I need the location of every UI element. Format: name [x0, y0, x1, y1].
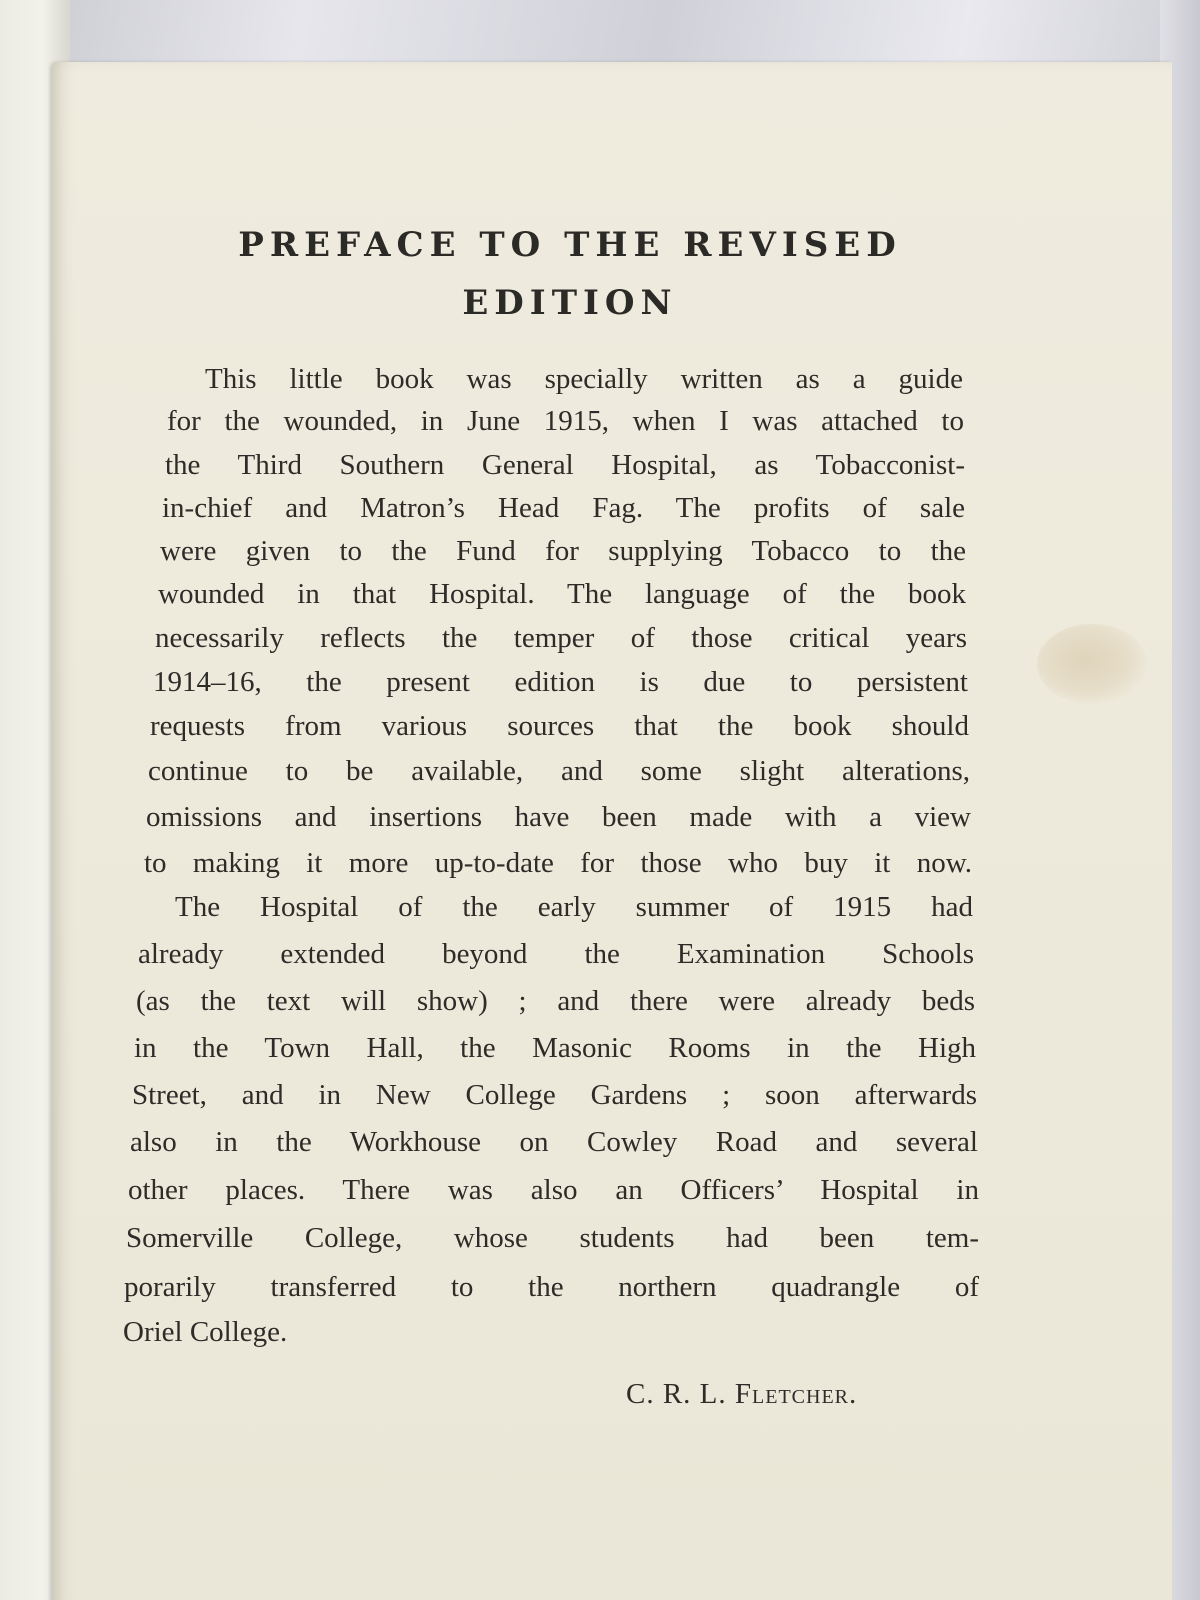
paragraph-1-line: for the wounded, in June 1915, when I was attached to	[167, 405, 964, 437]
page-title-line-1: PREFACE TO THE REVISED	[238, 225, 902, 265]
paragraph-2-line: already extended beyond the Examination Schools	[138, 938, 974, 970]
page-title-line-2: EDITION	[462, 283, 678, 323]
paragraph-1-line: in-chief and Matron’s Head Fag. The profits of sale	[162, 492, 965, 524]
paragraph-2-line: Street, and in New College Gardens ; soon afterwards	[132, 1079, 977, 1111]
paragraph-2-line: Somerville College, whose students had been tem-	[126, 1222, 979, 1254]
page-stain	[1037, 624, 1147, 704]
paragraph-1-line: continue to be available, and some slight alterations,	[148, 755, 970, 787]
paragraph-1-line: the Third Southern General Hospital, as Tobacconist-	[165, 449, 965, 481]
paragraph-2-line: porarily transferred to the northern quadrangle of	[124, 1271, 979, 1303]
paragraph-1-line: necessarily reflects the temper of those critical years	[155, 622, 967, 654]
paragraph-1-line: to making it more up-to-date for those who buy it now.	[144, 847, 972, 879]
paragraph-2-line: Oriel College.	[123, 1316, 288, 1348]
paragraph-1-line: wounded in that Hospital. The language of the book	[158, 578, 966, 610]
paragraph-2-line: also in the Workhouse on Cowley Road and several	[130, 1126, 978, 1158]
paragraph-2-line: in the Town Hall, the Masonic Rooms in the High	[134, 1032, 976, 1064]
paragraph-1-line: requests from various sources that the book should	[150, 710, 969, 742]
paragraph-2-line: other places. There was also an Officers’ Hospital in	[128, 1174, 979, 1206]
paragraph-2-line: (as the text will show) ; and there were already beds	[136, 985, 975, 1017]
paragraph-1-line: 1914–16, the present edition is due to persistent	[153, 666, 968, 698]
paragraph-1-line: This little book was specially written as a guide	[205, 363, 963, 395]
author-signature: C. R. L. Fletcher.	[626, 1378, 858, 1410]
paragraph-1-line: omissions and insertions have been made with a view	[146, 801, 971, 833]
paragraph-2-line: The Hospital of the early summer of 1915 had	[175, 891, 973, 923]
paragraph-1-line: were given to the Fund for supplying Tobacco to the	[160, 535, 966, 567]
